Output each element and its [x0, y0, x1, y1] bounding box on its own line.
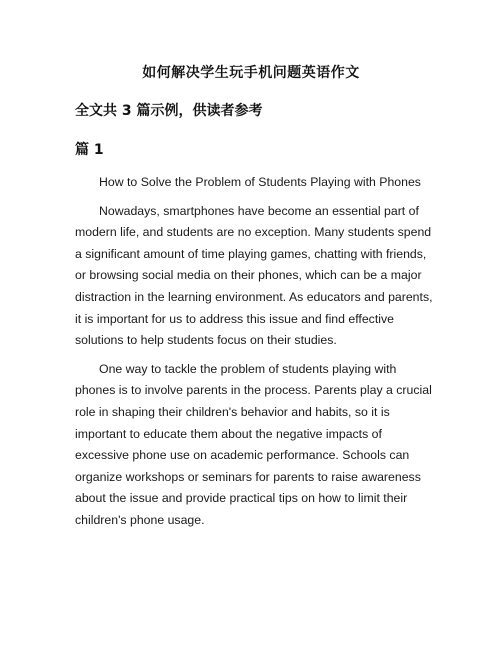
essay-title: How to Solve the Problem of Students Playing with Phones — [99, 175, 421, 189]
essay-body — [75, 172, 435, 539]
essay-paragraph: Nowadays, smartphones have become an essential part of modern life, and students are no exception. Many students spend a significant amount of time playing games, chatting with friends, or browsing social media on their phones, which can be a major distraction in the learning environment. As educators and parents, it is important for us to address this issue and find effective solutions to help students focus on their studies. — [75, 203, 433, 348]
essay-paragraph: One way to tackle the problem of students playing with phones is to involve parents in the process. Parents play a crucial role in shaping their children's behavior and habits, so it is important to educate them about the negative impacts of excessive phone use on academic performance. Schools can organize workshops or seminars for parents to raise awareness about the issue and provide practical tips on how to limit their children's phone usage. — [75, 361, 432, 527]
document-subtitle: 全文共 3 篇示例，供读者参考 — [75, 103, 263, 119]
section-heading: 篇 1 — [75, 142, 104, 158]
document-title: 如何解决学生玩手机问题英语作文 — [142, 65, 360, 81]
